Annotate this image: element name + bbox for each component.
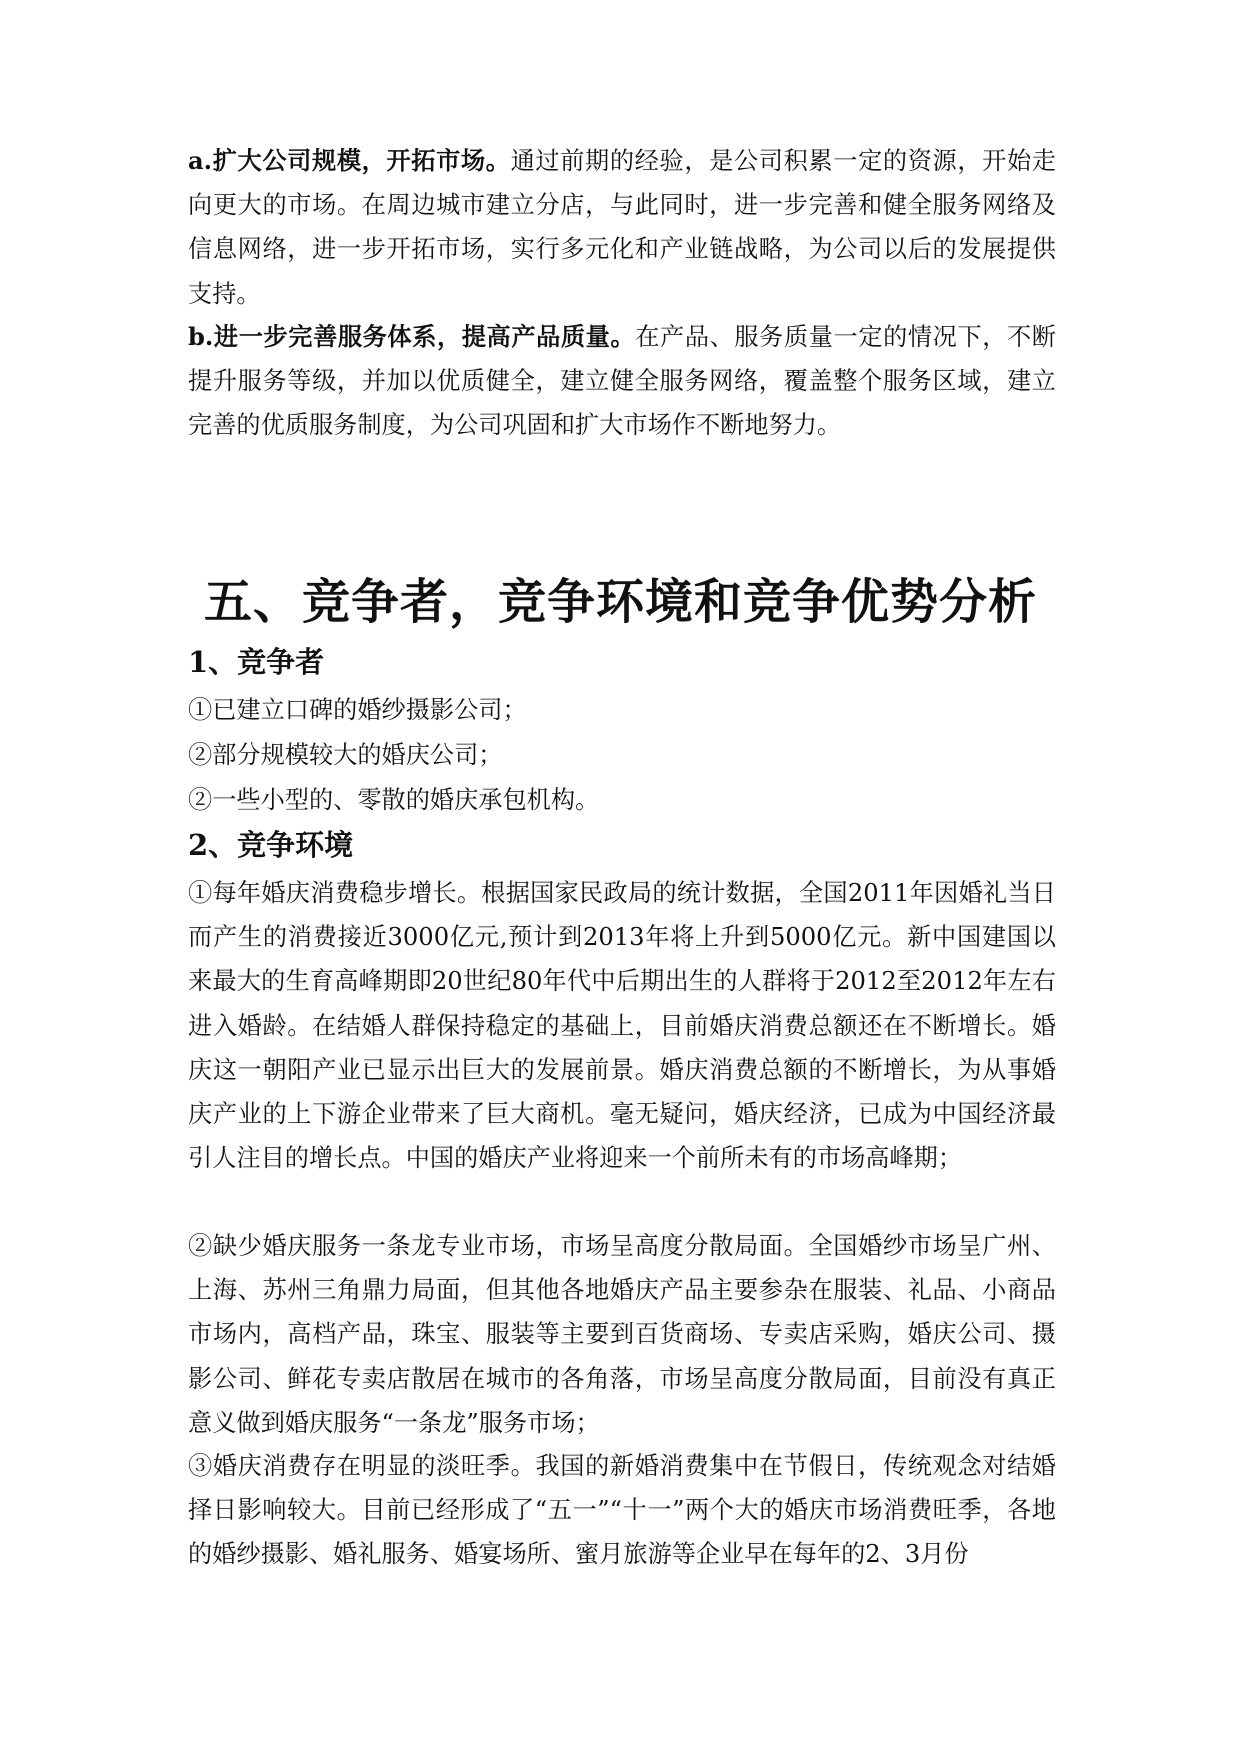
competitors-heading: 1、竞争者 (188, 645, 325, 679)
environment-heading: 2、竞争环境 (188, 828, 354, 862)
environment-paragraph-2: ②缺少婚庆服务一条龙专业市场，市场呈高度分散局面。全国婚纱市场呈广州、上海、苏州三角鼎力局面，但其他各地婚庆产品主要参杂在服装、礼品、小商品市场内，高档产品，珠宝、服装等主要到百货商场、专卖店采购，婚庆公司、摄影公司、鲜花专卖店散居在城市的各角落，市场呈高度分散局面，目前没有真正意义做到婚庆服务“一条龙”服务市场； (188, 1232, 1056, 1437)
competitor-item-3: ②一些小型的、零散的婚庆承包机构。 (188, 786, 600, 814)
paragraph-a (188, 139, 1056, 316)
paragraph-a-lead: a.扩大公司规模，开拓市场。 (188, 146, 511, 175)
paragraph-b-text: 在产品、服务质量一定的情况下，不断提升服务等级，并加以优质健全，建立健全服务网络，覆盖整个服务区域，建立完善的优质服务制度，为公司巩固和扩大市场作不断地努力。 (188, 323, 1056, 440)
paragraph-b-lead: b.进一步完善服务体系，提高产品质量。 (188, 322, 636, 351)
paragraph-a-text: 通过前期的经验，是公司积累一定的资源，开始走向更大的市场。在周边城市建立分店，与此同时，进一步完善和健全服务网络及信息网络，进一步开拓市场，实行多元化和产业链战略，为公司以后的发展提供支持。 (188, 147, 1056, 308)
environment-paragraph-1: ①每年婚庆消费稳步增长。根据国家民政局的统计数据，全国2011年因婚礼当日而产生的消费接近3000亿元,预计到2013年将上升到5000亿元。新中国建国以来最大的生育高峰期即20世纪80年代中后期出生的人群将于2012至2012年左右进入婚龄。在结婚人群保持稳定的基础上，目前婚庆消费总额还在不断增长。婚庆这一朝阳产业已显示出巨大的发展前景。婚庆消费总额的不断增长，为从事婚庆产业的上下游企业带来了巨大商机。毫无疑问，婚庆经济，已成为中国经济最引人注目的增长点。中国的婚庆产业将迎来一个前所未有的市场高峰期； (188, 879, 1056, 1173)
environment-paragraph-3: ③婚庆消费存在明显的淡旺季。我国的新婚消费集中在节假日，传统观念对结婚择日影响较大。目前已经形成了“五一”“十一”两个大的婚庆市场消费旺季，各地的婚纱摄影、婚礼服务、婚宴场所、蜜月旅游等企业早在每年的2、3月份 (188, 1452, 1056, 1569)
competitor-item-1: ①已建立口碑的婚纱摄影公司； (188, 696, 527, 724)
paragraph-b (188, 315, 1056, 448)
section-title: 五、竞争者，竞争环境和竞争优势分析 (203, 574, 1037, 630)
competitor-item-2: ②部分规模较大的婚庆公司； (188, 741, 503, 769)
